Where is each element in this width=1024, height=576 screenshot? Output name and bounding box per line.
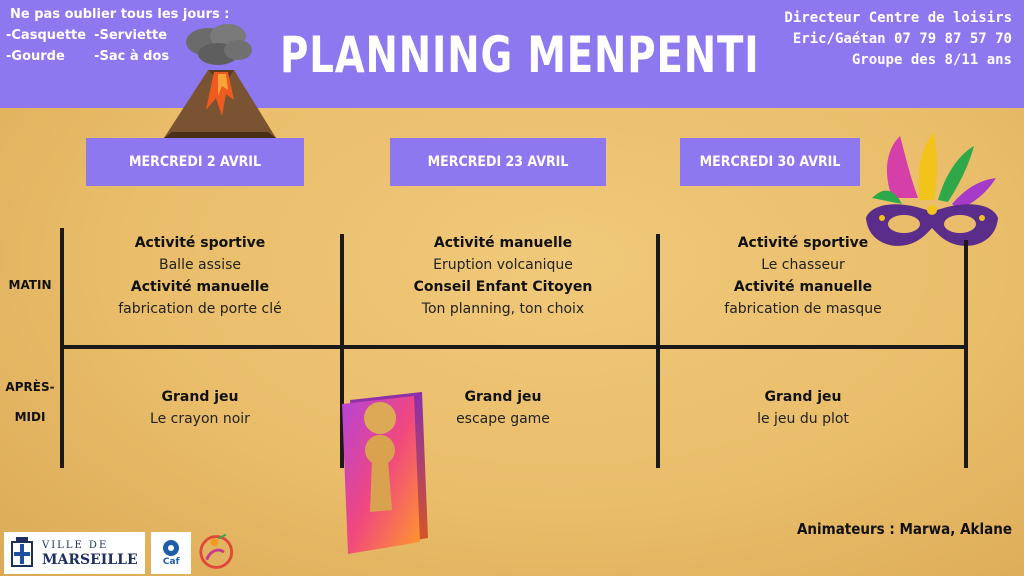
day-header-2: MERCREDI 23 AVRIL bbox=[390, 138, 606, 186]
cell-day3-morning: Activité sportive Le chasseur Activité manuelle fabrication de masque bbox=[724, 235, 882, 317]
caf-text: Caf bbox=[162, 557, 180, 567]
director-info bbox=[784, 8, 1012, 71]
reminder-item: -Casquette bbox=[6, 28, 87, 43]
grid-line-middle bbox=[62, 345, 966, 349]
reminder-item: -Sac à dos bbox=[94, 49, 170, 64]
reminder-title: Ne pas oublier tous les jours : bbox=[10, 7, 230, 22]
partner-logos bbox=[0, 530, 240, 576]
director-phone: Eric/Gaétan 07 79 87 57 70 bbox=[792, 31, 1012, 47]
centre-social-logo-icon bbox=[197, 530, 236, 574]
grid-line-col-2 bbox=[656, 234, 660, 468]
logo-ville-text: VILLE DE bbox=[42, 540, 109, 551]
cell-day1-afternoon: Grand jeu Le crayon noir bbox=[150, 389, 250, 427]
cell-day2-morning: Activité manuelle Eruption volcanique Conseil Enfant Citoyen Ton planning, ton choix bbox=[413, 235, 593, 317]
cell-day2-afternoon: Grand jeu escape game bbox=[456, 389, 550, 427]
reminder-item: -Gourde bbox=[6, 49, 65, 64]
row-label-afternoon: APRÈS- MIDI bbox=[5, 380, 55, 424]
volcano-icon bbox=[160, 20, 280, 140]
marseille-crest-icon bbox=[8, 536, 36, 570]
page-title: PLANNING MENPENTI bbox=[280, 26, 760, 84]
animators-label: Animateurs : Marwa, Aklane bbox=[796, 520, 1012, 538]
caf-emblem-icon bbox=[161, 539, 181, 557]
director-line: Directeur Centre de loisirs bbox=[784, 10, 1012, 26]
grid-line-right bbox=[964, 240, 968, 468]
keyhole-icon bbox=[320, 388, 432, 556]
cell-day1-morning: Activité sportive Balle assise Activité manuelle fabrication de porte clé bbox=[118, 235, 282, 317]
reminder-item: -Serviette bbox=[94, 28, 168, 43]
group-label: Groupe des 8/11 ans bbox=[851, 52, 1012, 68]
row-label-morning: MATIN bbox=[8, 278, 52, 292]
cell-day3-afternoon: Grand jeu le jeu du plot bbox=[757, 389, 849, 427]
ville-de-marseille-logo bbox=[4, 532, 145, 574]
logo-marseille-text: MARSEILLE bbox=[42, 552, 138, 568]
caf-logo bbox=[151, 532, 191, 574]
day-header-1: MERCREDI 2 AVRIL bbox=[86, 138, 304, 186]
day-header-3: MERCREDI 30 AVRIL bbox=[680, 138, 860, 186]
